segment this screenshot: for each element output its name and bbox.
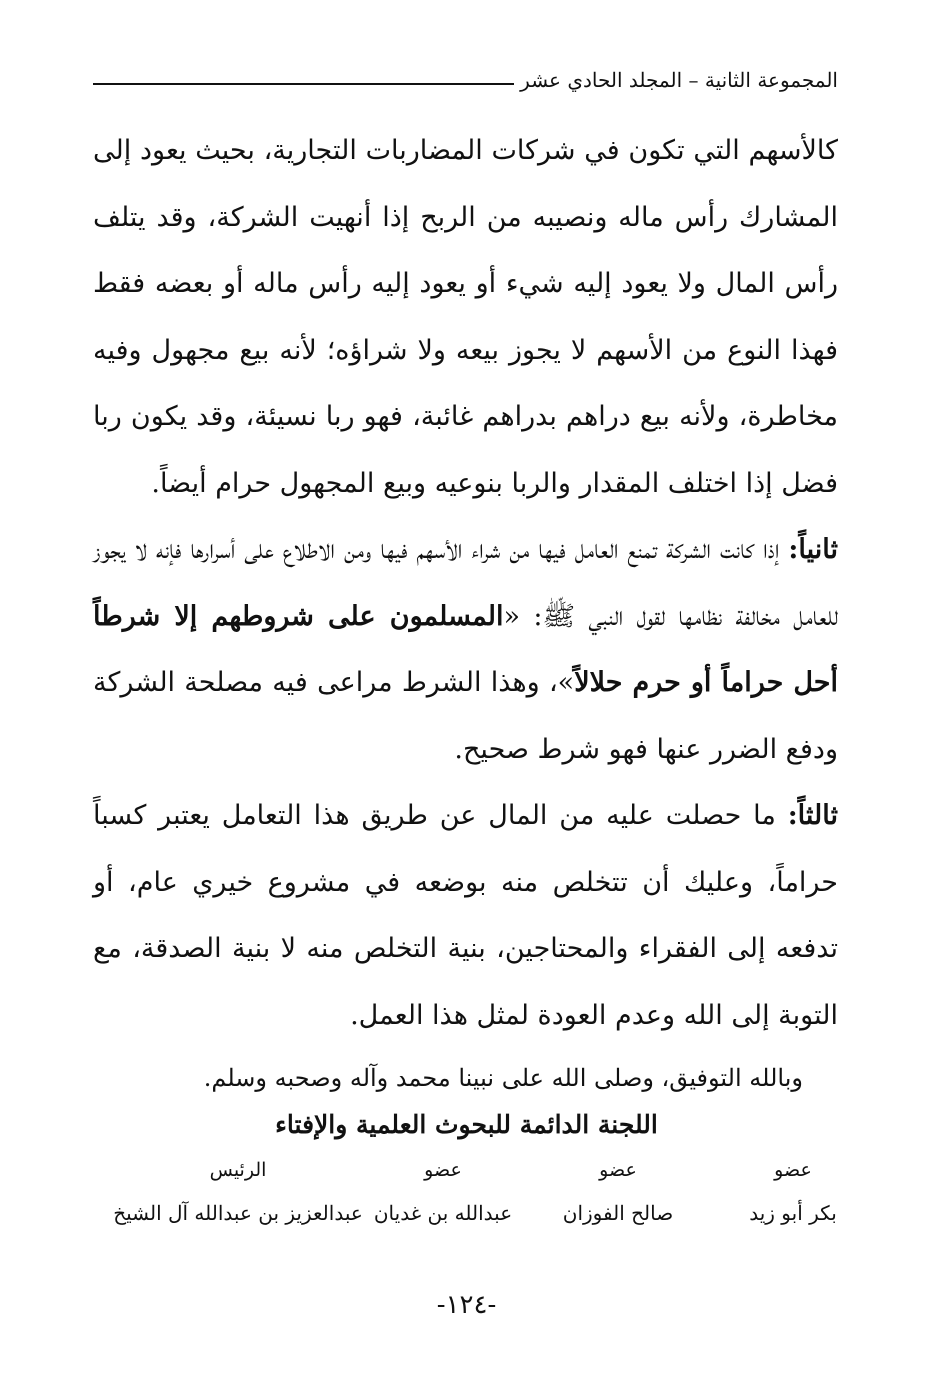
signatures (93, 1158, 838, 1238)
signatory-2 (538, 1158, 698, 1226)
signatory-name: عبدالله بن غديان (373, 1201, 513, 1225)
running-header (93, 60, 838, 100)
committee-title: اللجنة الدائمة للبحوث العلمية والإفتاء (275, 1110, 658, 1139)
paragraph-2-text-b: »، وهذا الشرط مراعى فيه مصلحة الشركة ودفع الضرر عنها فهو شرط صحيح. (93, 667, 838, 765)
signatory-name: بكر أبو زيد (749, 1201, 837, 1225)
paragraph-2-text-a: إذا كانت الشركة تمنع العامل فيها من شراء الأسهم فيها ومن الاطلاع على أسرارها فإنه لا يجوز للعامل مخالفة نظامها لقول النبي ﷺ: « (93, 534, 839, 632)
paragraph-1 (93, 118, 838, 517)
hadith-quote: المسلمون على شروطهم إلا شرطاً أحل حراماً أو حرم حلالاً (93, 600, 838, 698)
header-title: المجموعة الثانية – المجلد الحادي عشر (520, 68, 838, 92)
signatory-1 (733, 1158, 853, 1226)
signatory-name: صالح الفوزان (562, 1201, 674, 1225)
signatory-3 (358, 1158, 528, 1226)
page-number: -١٢٤- (436, 1290, 497, 1320)
body-text (93, 118, 838, 1049)
signatory-role: عضو (774, 1159, 812, 1181)
paragraph-3-text: ما حصلت عليه من المال عن طريق هذا التعامل يعتبر كسباً حراماً، وعليك أن تتخلص منه بوضعه في مشروع خيري عام، أو تدفعه إلى الفقراء والمحتاجين، بنية التخلص منه لا بنية الصدقة، مع التوبة إلى الله وعدم العودة لمثل هذا العمل. (93, 800, 838, 1031)
signatory-role: الرئيس (209, 1159, 267, 1181)
signatory-4 (108, 1158, 368, 1226)
closing-line: وبالله التوفيق، وصلى الله على نبينا محمد وآله وصحبه وسلم. (203, 1064, 803, 1092)
paragraph-2 (93, 517, 838, 783)
paragraph-3-lead: ثالثاً: (787, 800, 838, 831)
signatory-role: عضو (599, 1159, 637, 1181)
paragraph-2-lead: ثانياً: (788, 534, 838, 565)
signatory-name: عبدالعزيز بن عبدالله آل الشيخ (113, 1201, 363, 1225)
header-rule (93, 83, 514, 85)
paragraph-1-text: كالأسهم التي تكون في شركات المضاربات التجارية، بحيث يعود إلى المشارك رأس ماله ونصيبه من الربح إذا أنهيت الشركة، وقد يتلف رأس المال ولا يعود إليه شيء أو يعود إليه رأس ماله أو بعضه فقط فهذا النوع من الأسهم لا يجوز بيعه ولا شراؤه؛ لأنه بيع مجهول وفيه مخاطرة، ولأنه بيع دراهم بدراهم غائبة، فهو ربا نسيئة، وقد يكون ربا فضل إذا اختلف المقدار والربا بنوعيه وبيع المجهول حرام أيضاً. (93, 135, 838, 499)
signatory-role: عضو (424, 1159, 462, 1181)
paragraph-3 (93, 783, 838, 1049)
